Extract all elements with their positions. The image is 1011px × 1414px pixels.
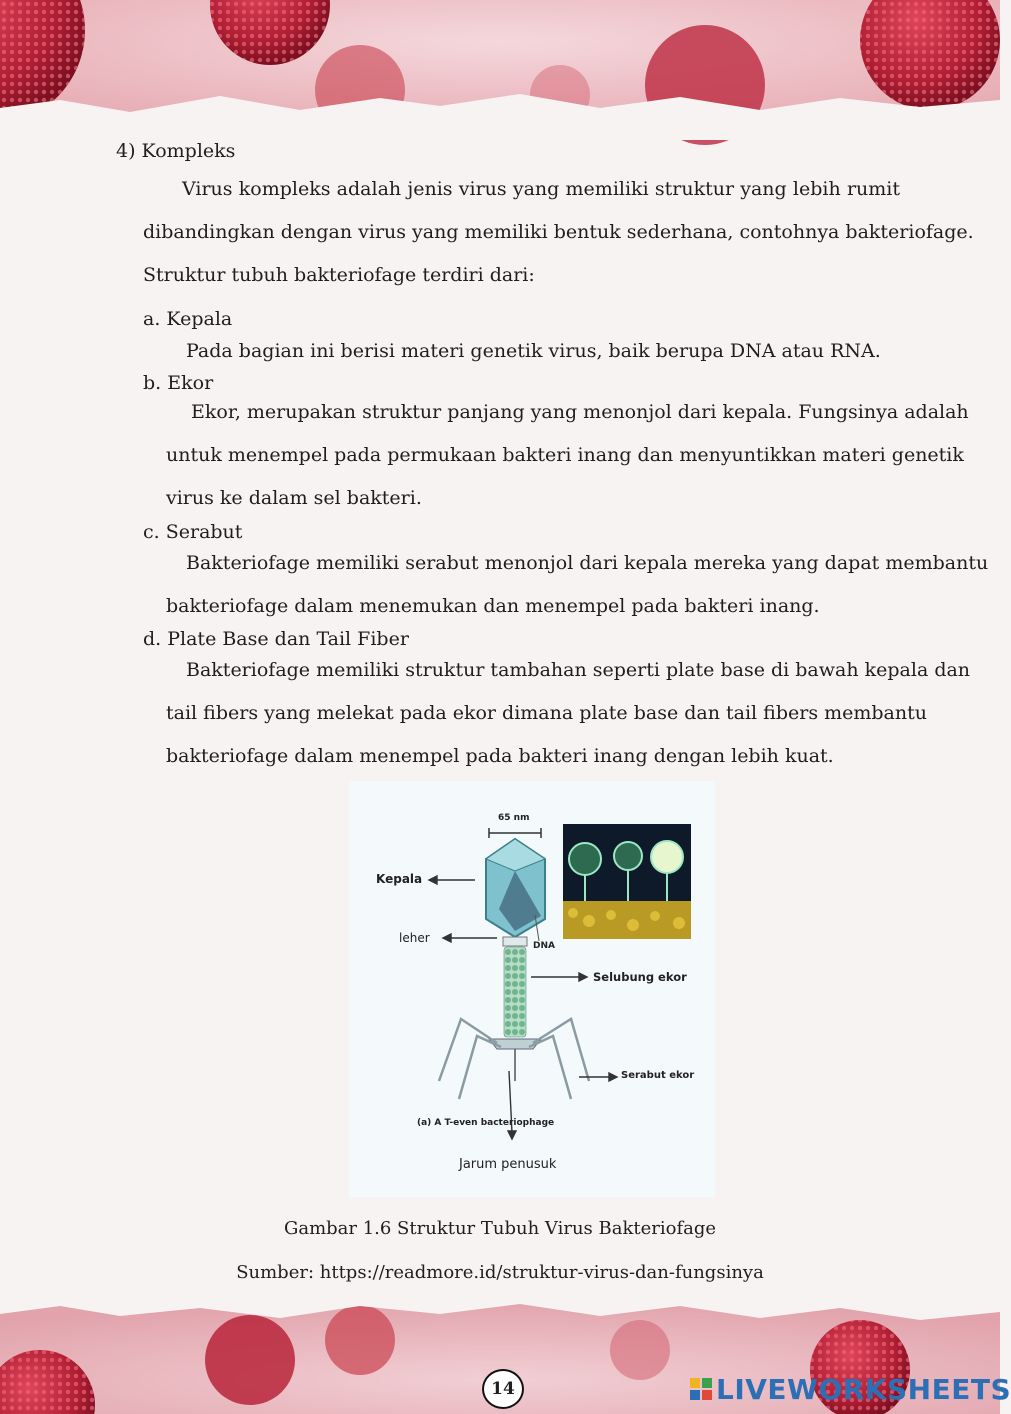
intro-line: Struktur tubuh bakteriofage terdiri dari: [143,264,535,286]
tail-sheath-bead [519,949,525,955]
intro-line: Virus kompleks adalah jenis virus yang memiliki struktur yang lebih rumit [182,178,900,200]
subheading-ekor: b. Ekor [143,372,214,394]
label-serabut-ekor: Serabut ekor [621,1070,695,1081]
tail-sheath-bead [512,949,518,955]
label-dna: DNA [533,941,555,951]
serabut-line: bakteriofage dalam menemukan dan menempel pada bakteri inang. [166,595,820,617]
scale-label: 65 nm [498,813,530,823]
top-banner [0,0,1000,140]
tail-sheath-bead [519,989,525,995]
page-number: 14 [482,1369,524,1409]
ekor-line: virus ke dalam sel bakteri. [166,487,422,509]
tail-sheath-bead [519,1021,525,1027]
ekor-line: untuk menempel pada permukaan bakteri inang dan menyuntikkan materi genetik [166,444,964,466]
tail-sheath-bead [505,965,511,971]
tail-sheath-bead [512,997,518,1003]
tail-sheath-bead [512,1021,518,1027]
label-leher: leher [399,931,430,945]
subheading-serabut: c. Serabut [143,521,243,543]
tail-sheath-bead [505,957,511,963]
tail-sheath-bead [519,973,525,979]
serabut-line: Bakteriofage memiliki serabut menonjol dari kepala mereka yang dapat membantu [186,552,989,574]
tail-sheath-bead [519,1013,525,1019]
tail-sheath-bead [505,973,511,979]
tail-sheath-bead [519,997,525,1003]
section-heading: 4) Kompleks [116,140,236,162]
tail-sheath-bead [512,1005,518,1011]
plate-base-line: bakteriofage dalam menempel pada bakteri inang dengan lebih kuat. [166,745,834,767]
bacteriophage-figure [349,781,715,1197]
ekor-line: Ekor, merupakan struktur panjang yang menonjol dari kepala. Fungsinya adalah [191,401,969,423]
tail-sheath-bead [505,1013,511,1019]
label-jarum-penusuk: Jarum penusuk [459,1157,557,1172]
liveworksheets-logo[interactable] [690,1371,1011,1407]
tail-sheath-bead [512,957,518,963]
figure-source: Sumber: https://readmore.id/struktur-virus-dan-fungsinya [236,1262,764,1283]
figure-subcaption: (a) A T-even bacteriophage [417,1118,555,1128]
intro-line: dibandingkan dengan virus yang memiliki bentuk sederhana, contohnya bakteriofage. [143,221,974,243]
tail-sheath-bead [512,1013,518,1019]
subheading-kepala: a. Kepala [143,308,233,330]
tail-sheath-bead [512,1029,518,1035]
tail-sheath-bead [512,989,518,995]
label-selubung-ekor: Selubung ekor [593,970,687,984]
tail-sheath-bead [519,957,525,963]
plate-base-line: tail fibers yang melekat pada ekor dimana plate base dan tail fibers membantu [166,702,927,724]
brand-text: LIVEWORKSHEETS [716,1372,1011,1406]
serabut-paragraph [166,542,989,628]
tail-sheath-bead [505,1021,511,1027]
figure-caption: Gambar 1.6 Struktur Tubuh Virus Bakteriofage [283,1218,717,1239]
tail-sheath-bead [512,973,518,979]
tail-sheath-bead [505,997,511,1003]
tail-sheath-bead [519,965,525,971]
kepala-text: Pada bagian ini berisi materi genetik virus, baik berupa DNA atau RNA. [186,340,881,362]
liveworksheets-icon [690,1378,712,1400]
tail-sheath-bead [505,949,511,955]
label-kepala: Kepala [376,872,423,886]
subheading-plate-base: d. Plate Base dan Tail Fiber [143,628,409,650]
tail-sheath-bead [519,1005,525,1011]
tail-sheath-bead [519,981,525,987]
tail-sheath-bead [512,981,518,987]
tail-sheath-bead [505,1005,511,1011]
plate-base-paragraph [166,649,971,778]
tail-sheath-bead [505,981,511,987]
plate-base-line: Bakteriofage memiliki struktur tambahan seperti plate base di bawah kepala dan [186,659,971,681]
tail-sheath-bead [505,989,511,995]
tail-sheath-bead [519,1029,525,1035]
ekor-paragraph [166,391,969,520]
intro-paragraph [143,168,974,297]
tail-sheath-bead [505,1029,511,1035]
tail-sheath-bead [512,965,518,971]
